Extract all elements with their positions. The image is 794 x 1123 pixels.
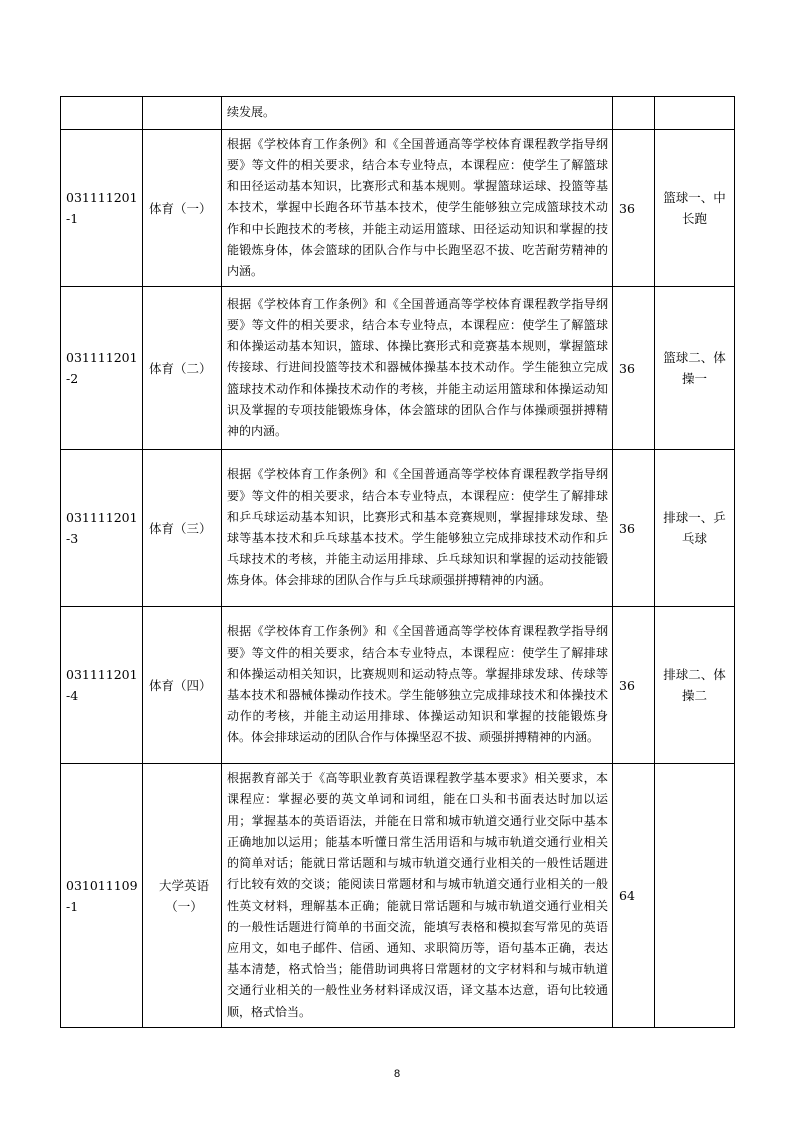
course-content: 篮球一、中长跑 — [655, 130, 735, 287]
course-hours: 36 — [613, 450, 655, 607]
course-name: 体育（四） — [143, 607, 222, 764]
course-content — [655, 97, 735, 130]
course-code: 031111201-2 — [61, 287, 143, 450]
course-code — [61, 97, 143, 130]
course-content: 排球一、乒乓球 — [655, 450, 735, 607]
course-table — [60, 96, 735, 1028]
course-content: 篮球二、体操一 — [655, 287, 735, 450]
course-description: 根据《学校体育工作条例》和《全国普通高等学校体育课程教学指导纲要》等文件的相关要求，结合本专业特点，本课程应：使学生了解篮球和田径运动基本知识，比赛形式和基本规则。掌握篮球运球、投篮等基本技术，掌握中长跑各环节基本技术，使学生能够独立完成篮球技术动作和中长跑技术的考核，并能主动运用篮球、田径运动知识和掌握的技能锻炼身体，体会篮球的团队合作与中长跑坚忍不拔、吃苦耐劳精神的内涵。 — [222, 130, 613, 287]
course-hours: 36 — [613, 607, 655, 764]
course-content — [655, 764, 735, 1028]
table-row — [61, 97, 735, 130]
course-hours — [613, 97, 655, 130]
course-description: 根据《学校体育工作条例》和《全国普通高等学校体育课程教学指导纲要》等文件的相关要求，结合本专业特点，本课程应：使学生了解篮球和体操运动基本知识，篮球、体操比赛形式和竞赛基本规则，掌握篮球传接球、行进间投篮等技术和器械体操基本技术动作。学生能独立完成篮球技术动作和体操技术动作的考核，并能主动运用篮球和体操运动知识及掌握的专项技能锻炼身体，体会篮球的团队合作与体操顽强拼搏精神的内涵。 — [222, 287, 613, 450]
course-content: 排球二、体操二 — [655, 607, 735, 764]
course-description: 根据《学校体育工作条例》和《全国普通高等学校体育课程教学指导纲要》等文件的相关要求，结合本专业特点，本课程应：使学生了解排球和体操运动相关知识，比赛规则和运动特点等。掌握排球发球、传球等基本技术和器械体操动作技术。学生能够独立完成排球技术和体操技术动作的考核，并能主动运用排球、体操运动知识和掌握的技能锻炼身体。体会排球运动的团队合作与体操坚忍不拔、顽强拼搏精神的内涵。 — [222, 607, 613, 764]
course-description: 根据《学校体育工作条例》和《全国普通高等学校体育课程教学指导纲要》等文件的相关要求，结合本专业特点，本课程应：使学生了解排球和乒乓球运动基本知识，比赛形式和基本竞赛规则，掌握排球发球、垫球等基本技术和乒乓球基本技术。学生能够独立完成排球技术动作和乒乓球技术的考核，并能主动运用排球、乒乓球知识和掌握的运动技能锻炼身体。体会排球的团队合作与乒乓球顽强拼搏精神的内涵。 — [222, 450, 613, 607]
table-row — [61, 764, 735, 1028]
course-hours: 36 — [613, 287, 655, 450]
course-name: 体育（三） — [143, 450, 222, 607]
table-row — [61, 607, 735, 764]
course-description: 续发展。 — [222, 97, 613, 130]
table-row — [61, 450, 735, 607]
course-code: 031011109-1 — [61, 764, 143, 1028]
course-name-text: 大学英语（一） — [158, 877, 209, 914]
page-number: 8 — [393, 1068, 401, 1080]
course-name: 体育（二） — [143, 287, 222, 450]
table-row — [61, 287, 735, 450]
course-name — [143, 97, 222, 130]
course-name — [143, 764, 222, 1028]
course-code: 031111201-1 — [61, 130, 143, 287]
course-name: 体育（一） — [143, 130, 222, 287]
course-hours: 64 — [613, 764, 655, 1028]
table-row — [61, 130, 735, 287]
course-hours: 36 — [613, 130, 655, 287]
course-code: 031111201-4 — [61, 607, 143, 764]
course-description: 根据教育部关于《高等职业教育英语课程教学基本要求》相关要求，本课程应：掌握必要的英文单词和词组，能在口头和书面表达时加以运用；掌握基本的英语语法，并能在日常和城市轨道交通行业交际中基本正确地加以运用；能基本听懂日常生活用语和与城市轨道交通行业相关的简单对话；能就日常话题和与城市轨道交通行业相关的一般性话题进行比较有效的交谈；能阅读日常题材和与城市轨道交通行业相关的一般性英文材料，理解基本正确；能就日常话题和与城市轨道交通行业相关的一般性话题进行简单的书面交流，能填写表格和模拟套写常见的英语应用文，如电子邮件、信函、通知、求职简历等，语句基本正确，表达基本清楚，格式恰当；能借助词典将日常题材的文字材料和与城市轨道交通行业相关的一般性业务材料译成汉语，译文基本达意，语句比较通顺，格式恰当。 — [222, 764, 613, 1028]
course-code: 031111201-3 — [61, 450, 143, 607]
